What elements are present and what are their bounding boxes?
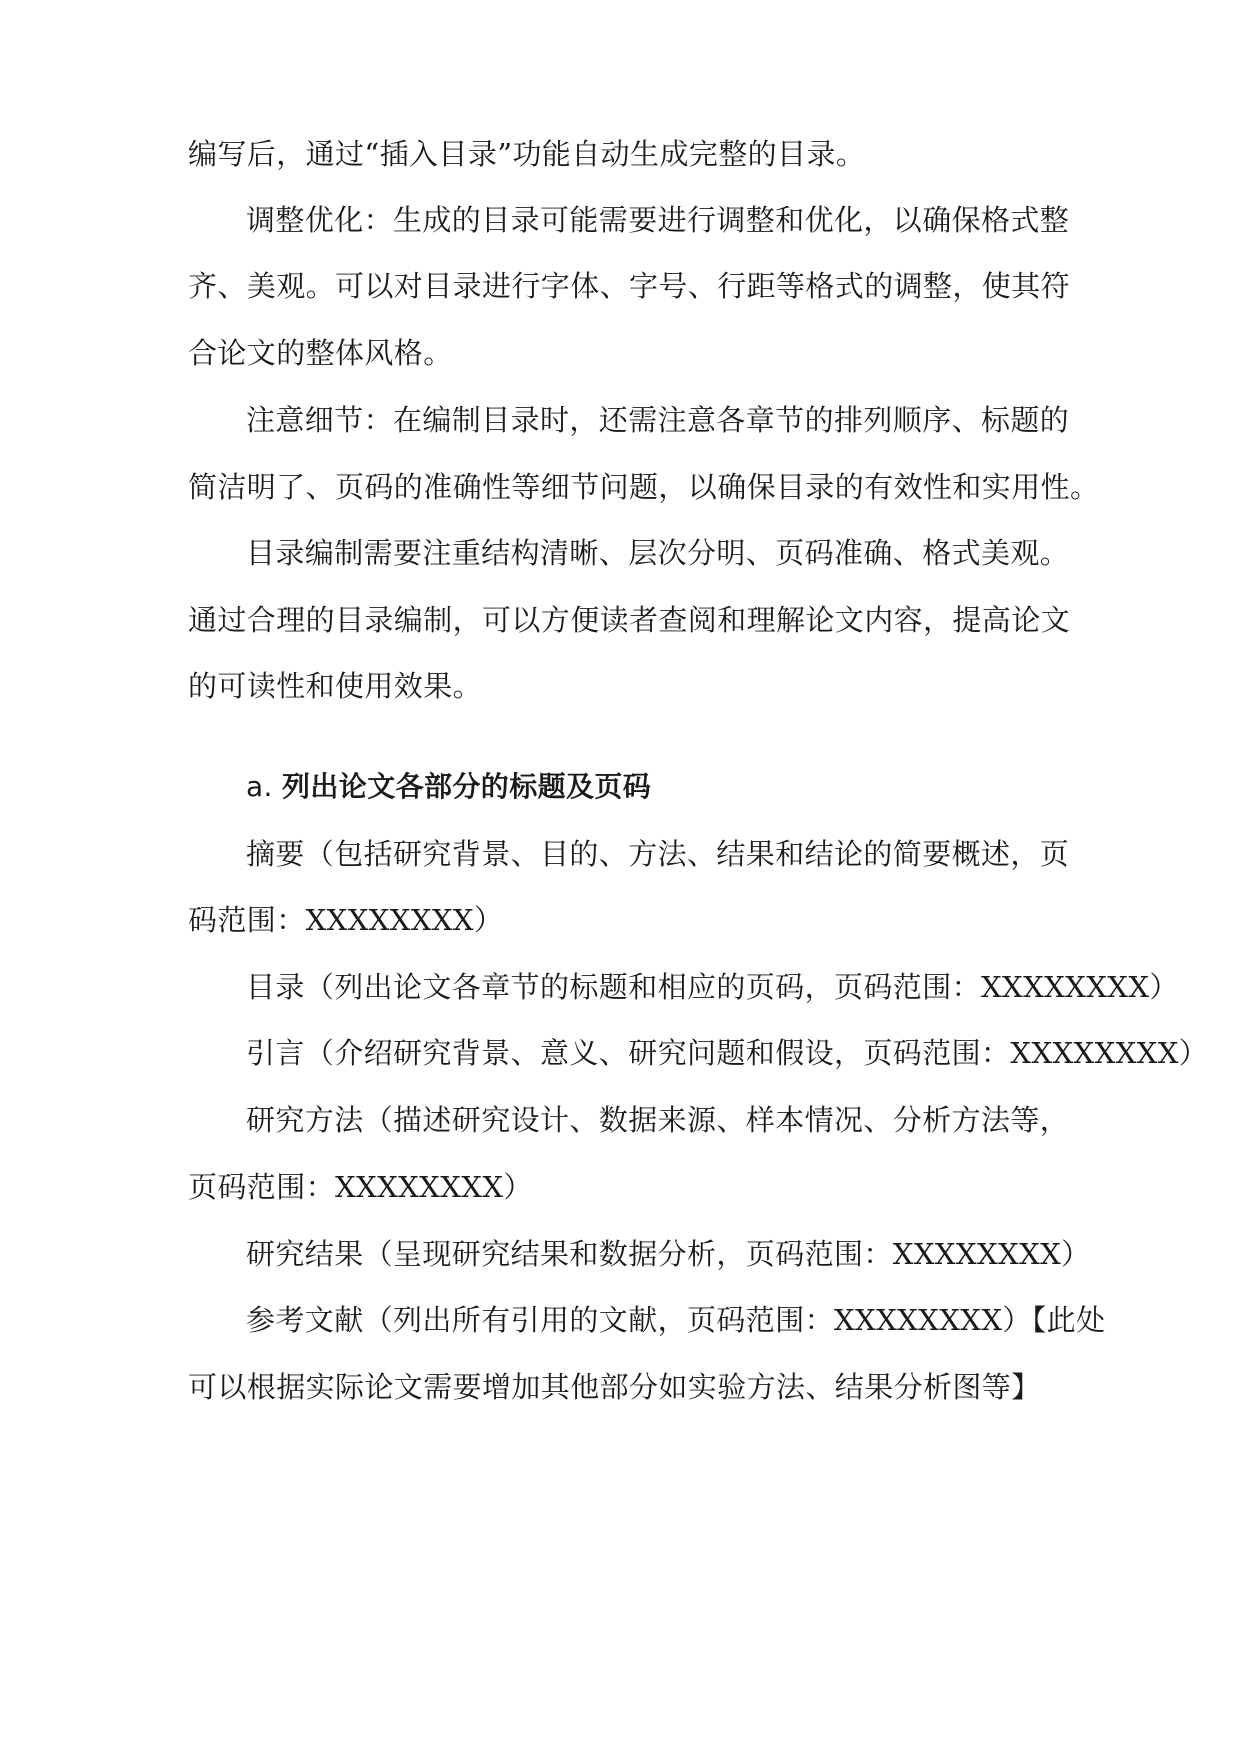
paragraph-line: 合论文的整体风格。 (188, 336, 453, 370)
paragraph-line: 的可读性和使用效果。 (188, 669, 483, 703)
list-item-line: 页码范围：XXXXXXXX） (188, 1170, 533, 1204)
list-item-line: 参考文献（列出所有引用的文献，页码范围：XXXXXXXX）【此处 (246, 1303, 1106, 1337)
list-item-line: 目录（列出论文各章节的标题和相应的页码，页码范围：XXXXXXXX） (246, 970, 1179, 1004)
section-title: 列出论文各部分的标题及页码 (282, 770, 652, 803)
paragraph-line: 目录编制需要注重结构清晰、层次分明、页码准确、格式美观。 (246, 536, 1070, 570)
list-item-line: 码范围：XXXXXXXX） (188, 903, 504, 937)
paragraph-line: 齐、美观。可以对目录进行字体、字号、行距等格式的调整，使其符 (188, 269, 1071, 303)
paragraph-line: 注意细节：在编制目录时，还需注意各章节的排列顺序、标题的 (246, 403, 1070, 437)
list-item-line: 摘要（包括研究背景、目的、方法、结果和结论的简要概述，页 (246, 837, 1070, 871)
section-label: a. (246, 770, 273, 803)
list-item-line: 引言（介绍研究背景、意义、研究问题和假设，页码范围：XXXXXXXX） (246, 1036, 1209, 1070)
paragraph-line: 编写后，通过“插入目录”功能自动生成完整的目录。 (188, 137, 866, 171)
list-item-line: 可以根据实际论文需要增加其他部分如实验方法、结果分析图等】 (188, 1370, 1041, 1404)
section-heading (246, 767, 1068, 807)
paragraph-line: 简洁明了、页码的准确性等细节问题，以确保目录的有效性和实用性。 (188, 470, 1100, 504)
list-item-line: 研究结果（呈现研究结果和数据分析，页码范围：XXXXXXXX） (246, 1237, 1091, 1271)
paragraph-line: 通过合理的目录编制，可以方便读者查阅和理解论文内容，提高论文 (188, 603, 1071, 637)
list-item-line: 研究方法（描述研究设计、数据来源、样本情况、分析方法等， (246, 1103, 1070, 1137)
paragraph-line: 调整优化：生成的目录可能需要进行调整和优化，以确保格式整 (246, 203, 1070, 237)
